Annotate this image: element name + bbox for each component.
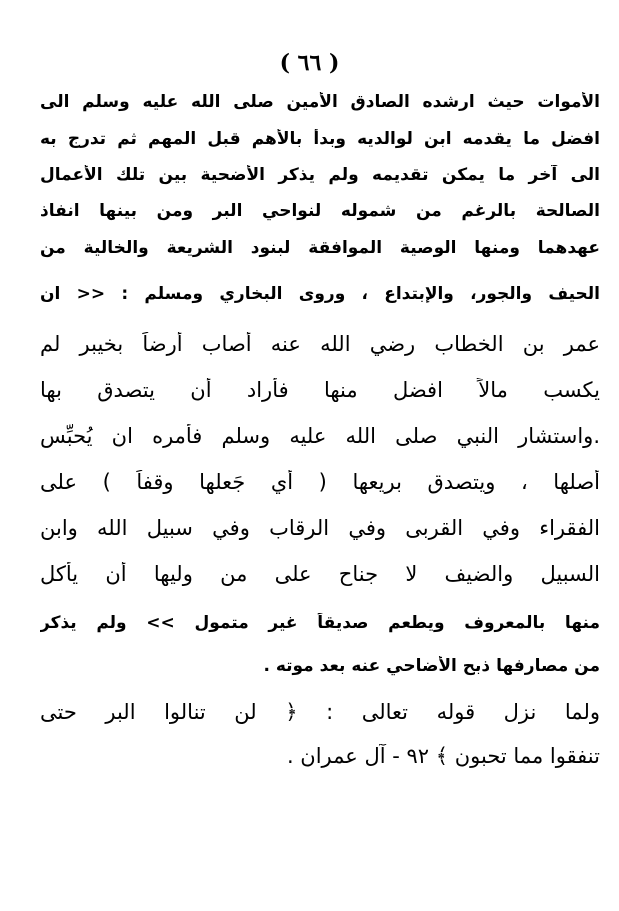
text-line: الحيف والجور، والإبتداع ، وروى البخاري ومسلم : << ان — [40, 284, 600, 304]
text-line: عمر بن الخطاب رضي الله عنه أصاب أرضاً بخيبر لم — [40, 332, 600, 356]
text-line: عهدهما ومنها الوصية الموافقة لبنود الشريعة والخالية من — [40, 238, 600, 258]
text-line: ولما نزل قوله تعالى : ﴿ لن تنالوا البر حتى — [40, 700, 600, 724]
text-line: .واستشار النبي صلى الله عليه وسلم فأمره ان يُحبِّس — [40, 424, 600, 448]
text-line: الأموات حيث ارشده الصادق الأمين صلى الله عليه وسلم الى — [40, 92, 600, 112]
page-number: ( ٦٦ ) — [279, 50, 340, 76]
text-line: يكسب مالاً افضل منها فأراد أن يتصدق بها — [40, 378, 600, 402]
text-line: من مصارفها ذبح الأضاحي عنه بعد موته . — [263, 656, 600, 676]
text-line: أصلها ، ويتصدق بريعها ( أي جَعلها وقفاً ) على — [40, 470, 600, 494]
text-line: السبيل والضيف لا جناح على من وليها أن يأكل — [40, 562, 600, 586]
text-line: افضل ما يقدمه ابن لوالديه وبدأ بالأهم قبل المهم ثم تدرج به — [40, 129, 600, 149]
text-line: الى آخر ما يمكن تقديمه ولم يذكر الأضحية بين تلك الأعمال — [40, 165, 600, 185]
text-line: منها بالمعروف ويطعم صديقاً غير متمول >> ولم يذكر — [40, 613, 600, 633]
text-line: الصالحة بالرغم من شموله لنواحي البر ومن بينها انفاذ — [40, 201, 600, 221]
text-line: الفقراء وفي القربى وفي الرقاب وفي سبيل الله وابن — [40, 516, 600, 540]
text-line: تنفقوا مما تحبون ﴾ ٩٢ - آل عمران . — [286, 744, 600, 768]
